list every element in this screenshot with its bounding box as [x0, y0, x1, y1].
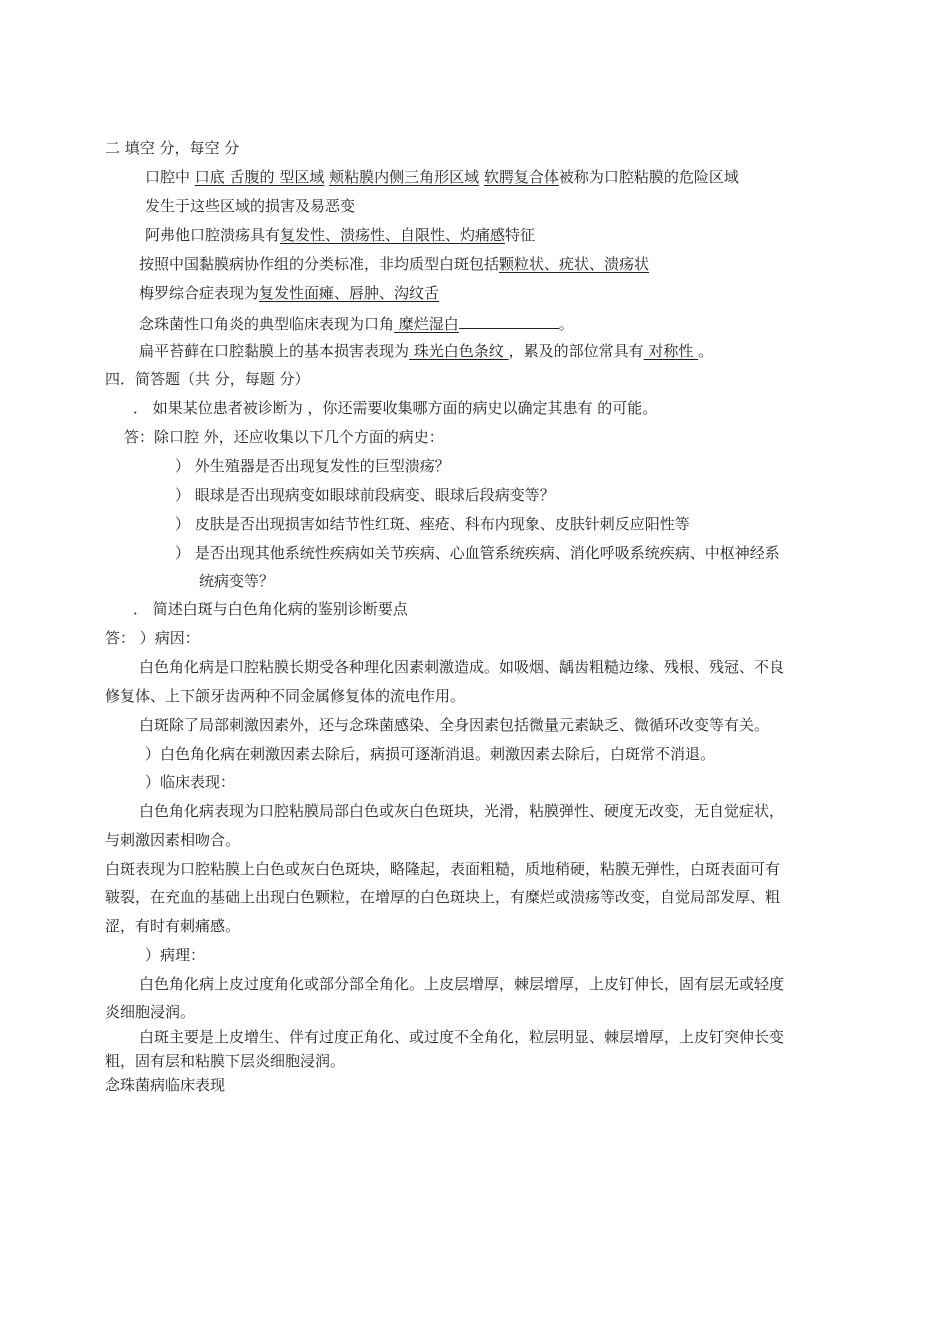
section2-heading: 二 填空 分，每空 分	[105, 139, 240, 157]
answer-2-p5a: 白色角化病表现为口腔粘膜局部白色或灰白色斑块，光滑，粘膜弹性、硬度无改变，无自觉症状，	[139, 802, 785, 820]
section4-heading: 四．简答题（共 分，每题 分）	[105, 370, 310, 388]
answer-2-p6b: 皲裂，在充血的基础上出现白色颗粒，在增厚的白色斑块上，有糜烂或溃疡等改变，自觉局部发厚、粗	[105, 888, 781, 906]
answer-2-p8a: 白色角化病上皮过度角化或部分部全角化。上皮层增厚，棘层增厚，上皮钉伸长，固有层无或轻度	[139, 975, 785, 993]
q5-prefix: 念珠菌性口角炎的典型临床表现为口角	[139, 315, 395, 333]
answer-2-p1a: 白色角化病是口腔粘膜长期受各种理化因素刺激造成。如吸烟、龋齿粗糙边缘、残根、残冠、不良	[139, 658, 785, 676]
q4-prefix: 梅罗综合症表现为	[139, 284, 260, 302]
answer-2-p9b: 粗，固有层和粘膜下层炎细胞浸润。	[105, 1052, 346, 1070]
answer-2-p8b: 炎细胞浸润。	[105, 1003, 196, 1021]
q1-suffix: 被称为口腔粘膜的危险区域	[558, 168, 739, 186]
q5-answer: 糜烂湿白	[394, 315, 459, 333]
short-question-3-heading: 念珠菌病临床表现	[105, 1076, 226, 1094]
short-question-1: ． 如果某位患者被诊断为 ，你还需要收集哪方面的病史以确定其患有 的可能。	[133, 399, 658, 417]
answer-2-p5b: 与刺激因素相吻合。	[105, 831, 241, 849]
fill-question-4	[139, 283, 439, 303]
answer-2-p1b: 修复体、上下颌牙齿两种不同金属修复体的流电作用。	[105, 687, 466, 705]
answer-2-p7: ）病理：	[145, 946, 206, 964]
q3-answer: 颗粒状、疣状、溃疡状	[499, 255, 650, 273]
q1-answer-2: 颊粘膜内侧三角形区域	[329, 168, 480, 186]
answer-2-p6c: 涩，有时有刺痛感。	[105, 917, 241, 935]
q2-answer: 复发性、溃疡性、自限性、灼痛感	[280, 226, 506, 244]
answer-1-item-2: ） 眼球是否出现病变如眼球前段病变、眼球后段病变等？	[175, 486, 555, 504]
short-answer-2-label: 答： ）病因：	[105, 629, 200, 647]
q6-answer-2: 对称性	[643, 342, 699, 360]
q3-prefix: 按照中国黏膜病协作组的分类标准，非均质型白斑包括	[139, 255, 500, 273]
q5-suffix: 。	[558, 315, 574, 333]
q6-prefix: 扁平苔藓在口腔黏膜上的基本损害表现为	[139, 342, 410, 360]
fill-question-6	[139, 341, 713, 361]
q1-answer-3: 软腭复合体	[483, 168, 559, 186]
answer-2-p3: ）白色角化病在刺激因素去除后，病损可逐渐消退。刺激因素去除后，白斑常不消退。	[145, 745, 716, 763]
answer-2-p4: ）临床表现：	[145, 773, 236, 791]
fill-question-1	[145, 167, 739, 187]
q5-blank-line	[459, 312, 559, 329]
q6-mid: ，累及的部位常具有	[508, 342, 644, 360]
fill-question-1-cont: 发生于这些区域的损害及易恶变	[145, 197, 356, 215]
q4-answer: 复发性面瘫、唇肿、沟纹舌	[259, 284, 440, 302]
answer-2-p2: 白斑除了局部刺激因素外，还与念珠菌感染、全身因素包括微量元素缺乏、微循环改变等有关。	[139, 716, 770, 734]
short-question-2: ． 简述白斑与白色角化病的鉴别诊断要点	[133, 600, 408, 618]
q1-answer-1: 口底 舌腹的 型区域	[194, 168, 325, 186]
answer-2-p9a: 白斑主要是上皮增生、伴有过度正角化、或过度不全角化，粒层明显、棘层增厚，上皮钉突伸长变	[139, 1028, 785, 1046]
answer-1-item-4: ） 是否出现其他系统性疾病如关节疾病、心血管系统疾病、消化呼吸系统疾病、中枢神经系	[175, 544, 780, 562]
answer-2-p6a: 白斑表现为口腔粘膜上白色或灰白色斑块，略隆起，表面粗糙，质地稍硬，粘膜无弹性，白斑表面可有	[105, 860, 781, 878]
q2-prefix: 阿弗他口腔溃疡具有	[145, 226, 281, 244]
q2-suffix: 特征	[505, 226, 536, 244]
answer-1-item-1: ） 外生殖器是否出现复发性的巨型溃疡？	[175, 457, 450, 475]
short-answer-1-intro: 答：除口腔 外，还应收集以下几个方面的病史：	[124, 428, 444, 446]
fill-question-5	[139, 312, 574, 334]
answer-1-item-3: ） 皮肤是否出现损害如结节性红斑、痤疮、科布内现象、皮肤针刺反应阳性等	[175, 515, 690, 533]
answer-1-item-4-cont: 统病变等？	[199, 572, 275, 590]
q1-prefix: 口腔中	[145, 168, 195, 186]
fill-question-3	[139, 254, 649, 274]
fill-question-2	[145, 225, 535, 245]
q6-suffix: 。	[698, 342, 714, 360]
q6-answer-1: 珠光白色条纹	[409, 342, 509, 360]
